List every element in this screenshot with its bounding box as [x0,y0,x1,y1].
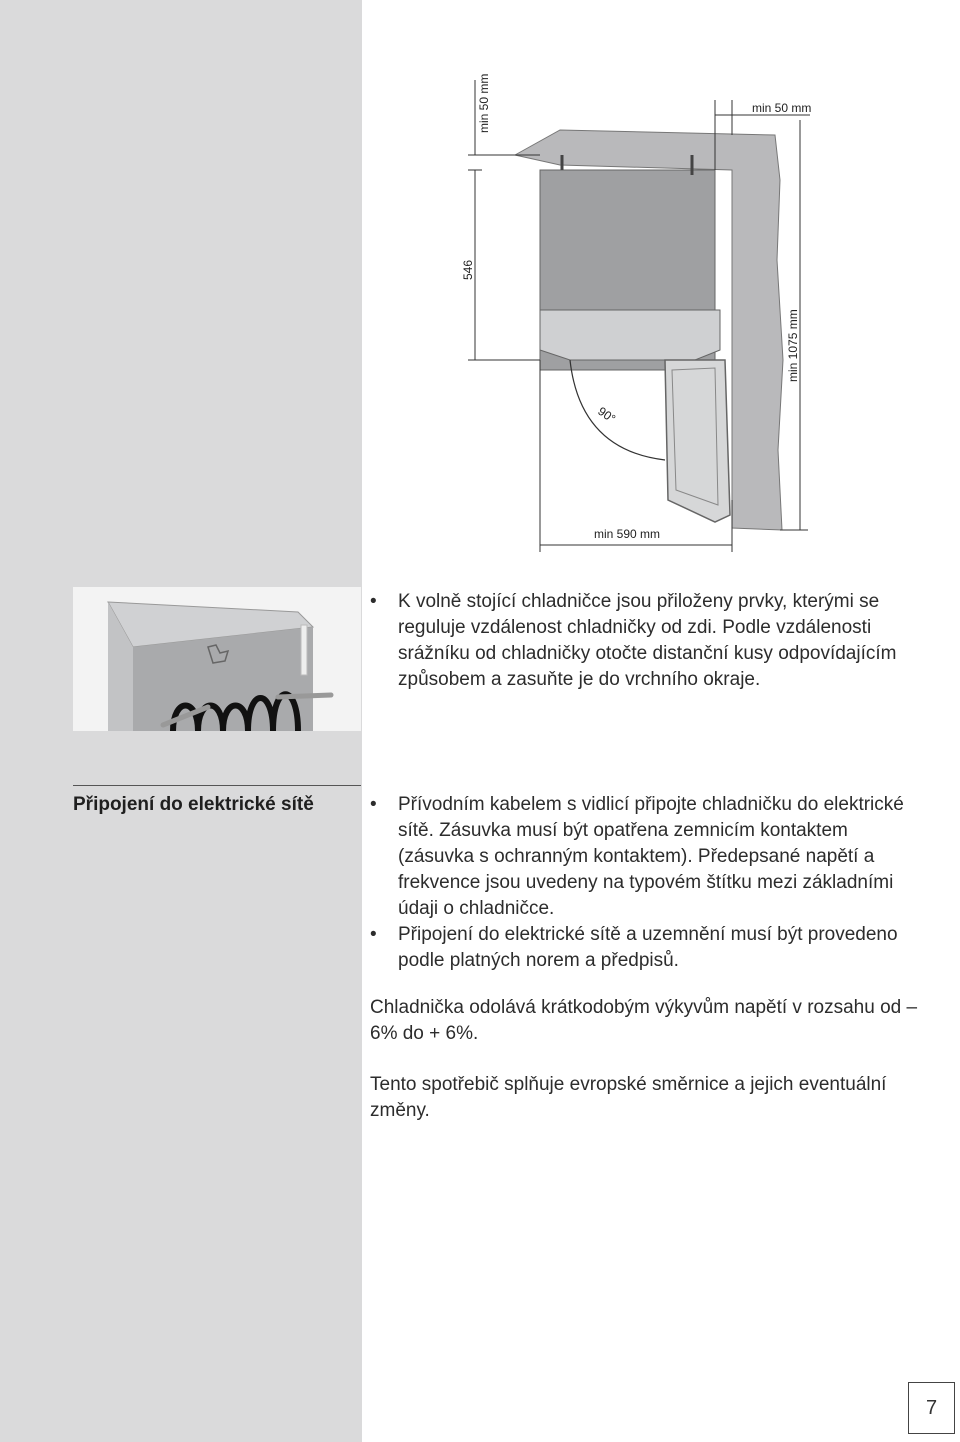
intro-bullet-1: • K volně stojící chladničce jsou přiloženy prvky, kterými se reguluje vzdálenost chladničky od zdi. Podle vzdálenosti srážníku od chladničky otočte distanční kusy odpovídajícím způsobem a zasuňte je do vrchního okraje. [370,589,920,693]
electrical-bullet-2: • Připojení do elektrické sítě a uzemnění musí být provedeno podle platných norem a předpisů. [370,922,920,974]
door-swing-arc [570,360,665,460]
label-depth: 546 [461,259,475,280]
label-top-clearance: min 50 mm [477,73,491,133]
electrical-text [370,792,920,974]
intro-text [370,589,920,693]
directive-paragraph: Tento spotřebič splňuje evropské směrnice a jejich eventuální změny. [370,1074,887,1121]
spacer-rod-right [278,695,331,697]
label-width-open: min 1075 mm [786,309,800,382]
intro-bullets [370,589,920,693]
voltage-paragraph: Chladnička odolává krátkodobým výkyvům napětí v rozsahu od –6% do + 6%. [370,997,918,1044]
spacer-photo [73,587,361,731]
label-front-width: min 590 mm [594,527,661,541]
label-side-clearance: min 50 mm [752,101,812,115]
electrical-bullets [370,792,920,974]
page-number: 7 [908,1382,955,1434]
spacer-photo-svg [73,587,361,731]
section-divider [73,785,361,786]
directive-paragraph-block [370,1072,920,1124]
voltage-paragraph-block [370,995,920,1047]
clearance-diagram-svg [440,60,840,560]
label-angle: 90° [595,403,619,426]
clearance-diagram [440,60,840,560]
electrical-bullet-1: • Přívodním kabelem s vidlicí připojte chladničku do elektrické sítě. Zásuvka musí být opatřena zemnicím kontaktem (zásuvka s ochranným kontaktem). Předepsané napětí a frekvence jsou uvedeny na typovém štítku mezi základními údaji o chladničce. [370,792,920,922]
fridge-front [540,310,720,360]
electrical-heading: Připojení do elektrické sítě [73,794,314,815]
